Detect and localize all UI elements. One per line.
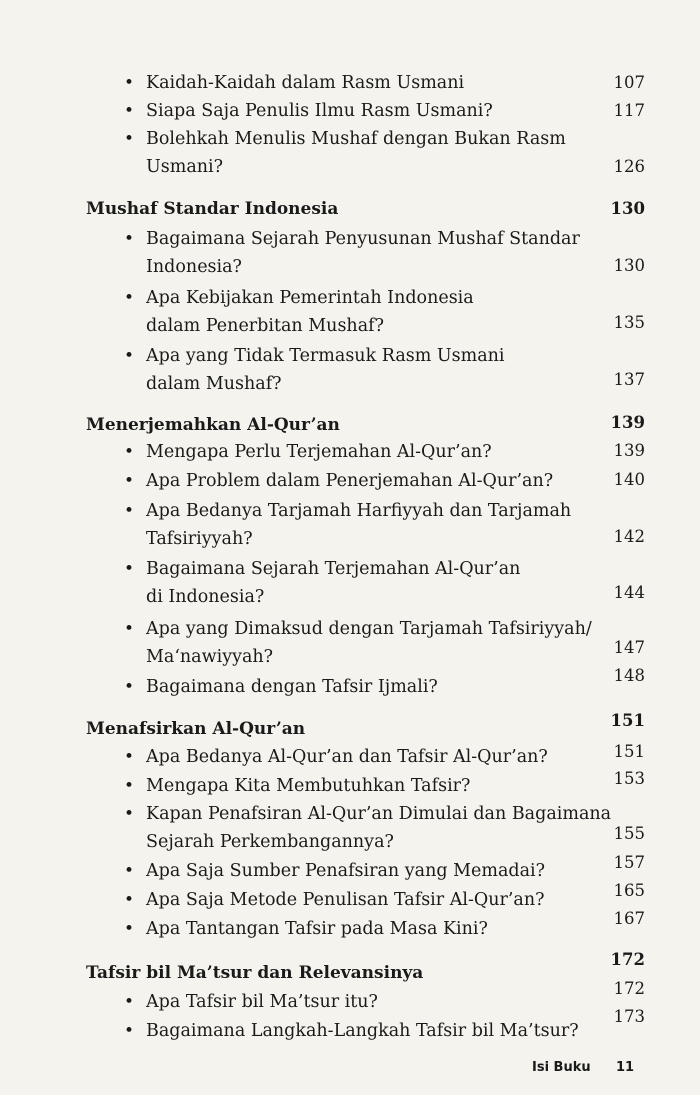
toc-entry-text: Mengapa Perlu Terjemahan Al-Qur’an? [146,442,492,462]
bullet-icon: • [124,229,135,249]
bullet-icon: • [124,677,135,697]
bullet-icon: • [124,919,135,939]
bullet-icon: • [124,101,135,121]
toc-entry-page: 130 [613,256,645,275]
toc-entry-text: Sejarah Perkembangannya? [146,832,394,852]
section-heading-page: 139 [610,413,645,432]
bullet-icon: • [124,129,135,149]
toc-entry-text: Apa Bedanya Tarjamah Harfiyyah dan Tarjamah [146,501,572,521]
toc-entry-text: Indonesia? [146,257,242,277]
toc-entry-text: Apa yang Dimaksud dengan Tarjamah Tafsiriyyah/ [146,619,592,639]
toc-entry-text: Bolehkah Menulis Mushaf dengan Bukan Rasm [146,129,566,149]
toc-entry-page: 173 [613,1007,645,1026]
toc-entry-text: dalam Penerbitan Mushaf? [146,316,384,336]
bullet-icon: • [124,501,135,521]
toc-entry-text: Kaidah-Kaidah dalam Rasm Usmani [146,73,465,93]
bullet-icon: • [124,1021,135,1041]
toc-entry-page: 167 [613,909,645,928]
toc-entry-page: 117 [613,101,645,120]
toc-entry-page: 153 [613,769,645,788]
bullet-icon: • [124,559,135,579]
footer-label: Isi Buku [532,1060,591,1075]
toc-entry-page: 137 [613,370,645,389]
toc-entry-page: 165 [613,881,645,900]
section-heading: Menerjemahkan Al-Qur’an [86,415,340,435]
toc-entry-text: Kapan Penafsiran Al-Qur’an Dimulai dan Bagaimana [146,804,612,824]
section-heading-page: 130 [610,199,645,218]
toc-entry-text: Bagaimana dengan Tafsir Ijmali? [146,677,438,697]
toc-entry-text: Bagaimana Sejarah Penyusunan Mushaf Standar [146,229,580,249]
toc-entry-text: Siapa Saja Penulis Ilmu Rasm Usmani? [146,101,493,121]
bullet-icon: • [124,861,135,881]
toc-entry-text: Apa Kebijakan Pemerintah Indonesia [146,288,474,308]
toc-entry-page: 135 [613,313,645,332]
toc-entry-page: 157 [613,853,645,872]
section-heading-page: 151 [610,711,645,730]
bullet-icon: • [124,992,135,1012]
toc-entry-text: Mengapa Kita Membutuhkan Tafsir? [146,776,471,796]
bullet-icon: • [124,471,135,491]
footer-page-number: 11 [616,1060,635,1075]
toc-entry-text: Tafsiriyyah? [146,529,253,549]
toc-entry-text: Usmani? [146,157,224,177]
toc-entry-text: dalam Mushaf? [146,374,282,394]
toc-entry-page: 147 [613,638,645,657]
bullet-icon: • [124,619,135,639]
section-heading-page: 172 [610,950,645,969]
bullet-icon: • [124,776,135,796]
toc-entry-text: Apa yang Tidak Termasuk Rasm Usmani [146,346,505,366]
toc-entry-page: 139 [613,441,645,460]
bullet-icon: • [124,747,135,767]
bullet-icon: • [124,288,135,308]
section-heading: Menafsirkan Al-Qur’an [86,719,306,739]
toc-entry-text: Apa Tantangan Tafsir pada Masa Kini? [146,919,488,939]
toc-entry-page: 155 [613,824,645,843]
toc-entry-page: 172 [613,979,645,998]
bullet-icon: • [124,346,135,366]
toc-entry-text: Ma‘nawiyyah? [146,647,274,667]
bullet-icon: • [124,73,135,93]
toc-entry-text: Apa Saja Sumber Penafsiran yang Memadai? [146,861,546,881]
toc-entry-text: Apa Tafsir bil Ma’tsur itu? [146,992,378,1012]
toc-entry-text: Apa Bedanya Al-Qur’an dan Tafsir Al-Qur’an? [146,747,548,767]
bullet-icon: • [124,804,135,824]
toc-entry-text: di Indonesia? [146,587,265,607]
toc-entry-text: Bagaimana Langkah-Langkah Tafsir bil Ma’tsur? [146,1021,579,1041]
section-heading: Tafsir bil Ma’tsur dan Relevansinya [86,963,424,983]
section-heading: Mushaf Standar Indonesia [86,199,339,219]
toc-entry-text: Bagaimana Sejarah Terjemahan Al-Qur’an [146,559,521,579]
toc-entry-page: 142 [613,527,645,546]
bullet-icon: • [124,890,135,910]
toc-entry-page: 140 [613,470,645,489]
toc-entry-page: 151 [613,742,645,761]
toc-entry-page: 148 [613,666,645,685]
toc-entry-text: Apa Saja Metode Penulisan Tafsir Al-Qur’an? [146,890,545,910]
toc-entry-page: 126 [613,157,645,176]
toc-entry-text: Apa Problem dalam Penerjemahan Al-Qur’an? [146,471,554,491]
toc-entry-page: 144 [613,583,645,602]
toc-entry-page: 107 [613,73,645,92]
bullet-icon: • [124,442,135,462]
